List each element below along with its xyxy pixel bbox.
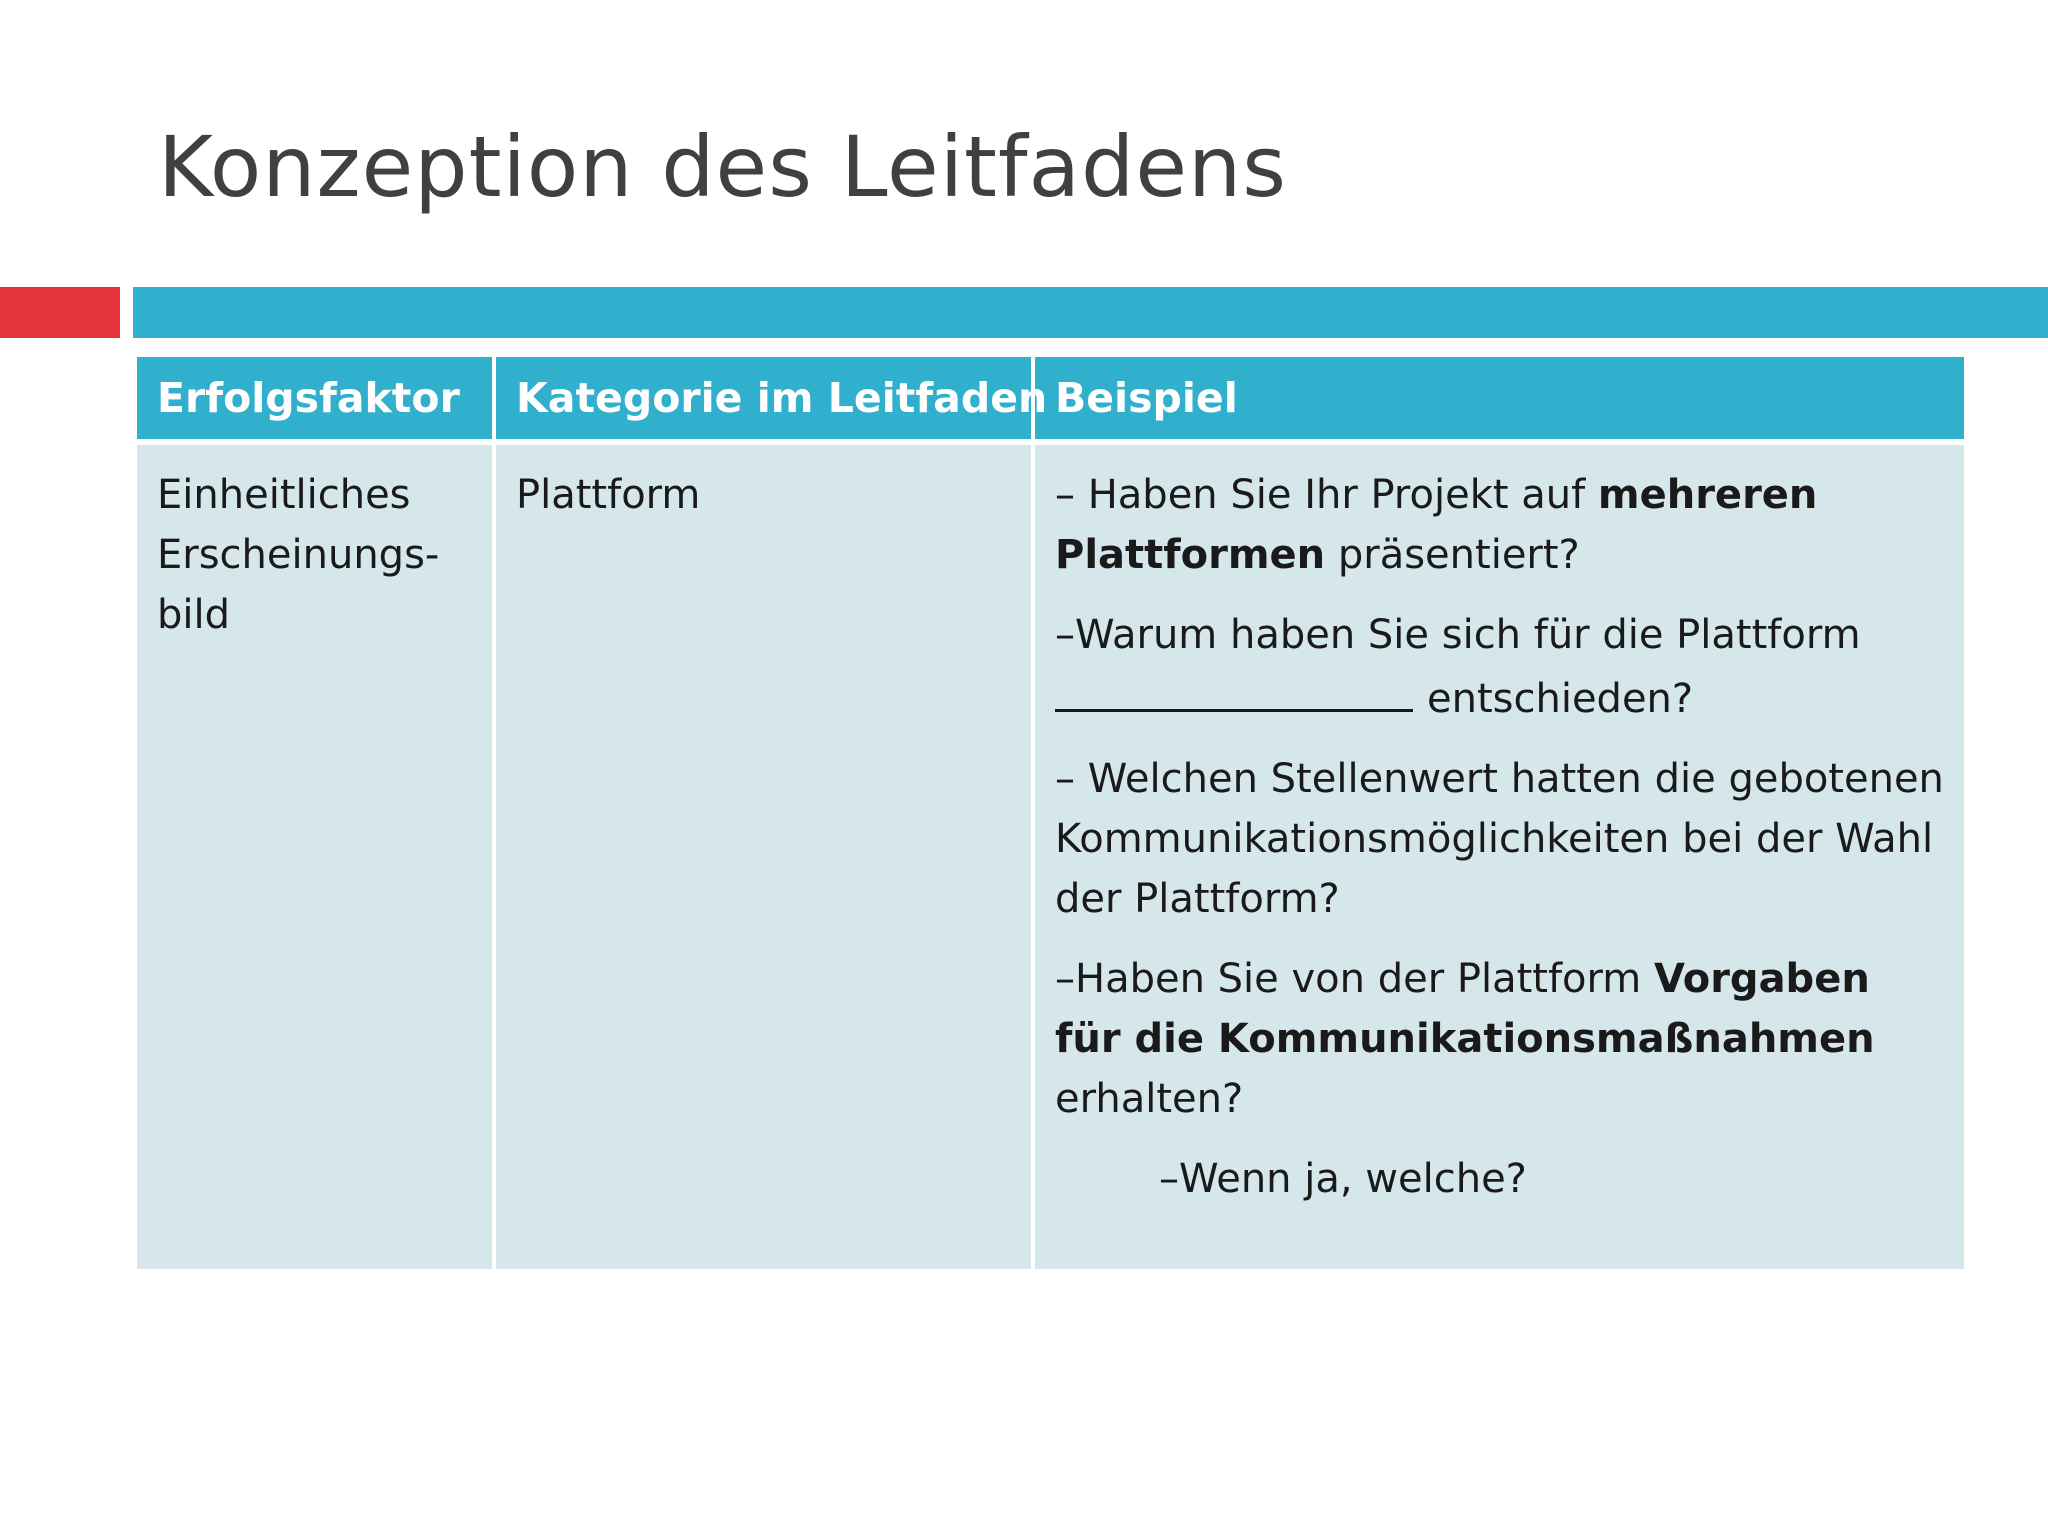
q4-suffix: erhalten? [1055,1076,1244,1122]
fill-in-blank [1055,665,1413,712]
q4-bold: Vorgaben für die Kommunikationsmaßnahmen [1055,956,1875,1062]
example-question-2 [1055,605,1944,729]
header-beispiel: Beispiel [1033,357,1964,442]
example-question-5: –Wenn ja, welche? [1159,1156,1527,1202]
accent-bar-blue [133,287,2048,338]
header-erfolgsfaktor: Erfolgsfaktor [137,357,494,442]
factor-line: Erscheinungs- [157,532,440,578]
example-question-3: – Welchen Stellenwert hatten die gebotenen Kommunikationsmöglichkeiten bei der Wahl der Plattform? [1055,756,1944,922]
content-table [137,357,1964,1269]
cell-factor [137,442,494,1269]
example-question-4 [1055,949,1944,1129]
category-text: Plattform [516,472,701,518]
example-question-1 [1055,465,1944,585]
table-row [137,442,1964,1269]
slide-title: Konzeption des Leitfadens [158,118,1288,216]
accent-bar-red [0,287,120,338]
q1-suffix: präsentiert? [1325,532,1580,578]
q1-bold: mehreren Plattformen [1055,472,1818,578]
header-kategorie: Kategorie im Leitfaden [494,357,1033,442]
q2-prefix: –Warum haben Sie sich für die Plattform [1055,612,1861,658]
factor-line: Einheitliches [157,472,411,518]
q4-prefix: –Haben Sie von der Plattform [1055,956,1654,1002]
cell-category [494,442,1033,1269]
q1-prefix: – Haben Sie Ihr Projekt auf [1055,472,1598,518]
q2-suffix: entschieden? [1427,676,1694,722]
factor-line: bild [157,592,231,638]
cell-examples [1033,442,1964,1269]
table-header-row [137,357,1964,442]
